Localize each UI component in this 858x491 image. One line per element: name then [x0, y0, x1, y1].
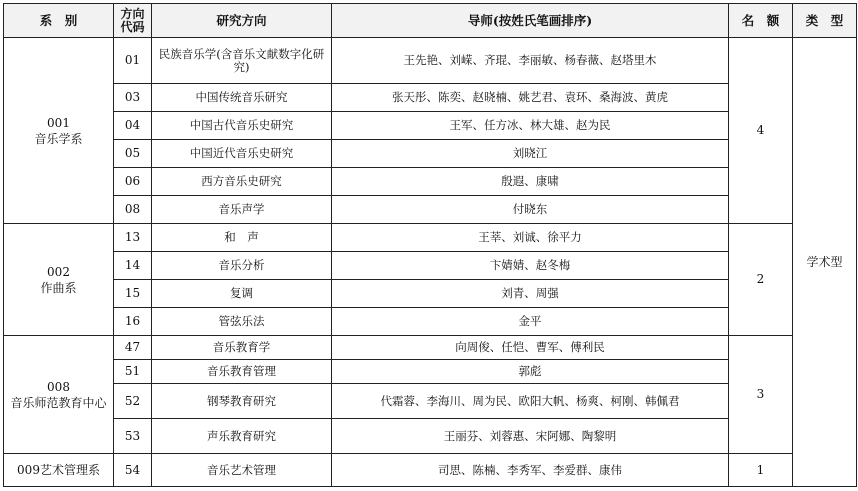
direction-code: 47 [114, 336, 152, 360]
header-quota: 名 额 [729, 4, 793, 38]
direction-code: 54 [114, 454, 152, 487]
dept-name: 009艺术管理系 [17, 463, 100, 477]
header-advisors: 导师(按姓氏笔画排序) [332, 4, 729, 38]
header-dept: 系 别 [4, 4, 114, 38]
direction-code: 06 [114, 168, 152, 196]
direction-name: 和 声 [152, 224, 332, 252]
advisors: 代霜蓉、李海川、周为民、欧阳大帆、杨爽、柯刚、韩佩君 [332, 384, 729, 419]
quota: 3 [729, 336, 793, 454]
direction-name: 西方音乐史研究 [152, 168, 332, 196]
table-row [4, 38, 857, 84]
header-direction: 研究方向 [152, 4, 332, 38]
advisors: 司思、陈楠、李秀军、李爱群、康伟 [332, 454, 729, 487]
direction-code: 51 [114, 360, 152, 384]
advisors: 王军、任方冰、林大雄、赵为民 [332, 112, 729, 140]
direction-name: 中国传统音乐研究 [152, 84, 332, 112]
enrollment-table [3, 3, 857, 487]
direction-name: 音乐教育管理 [152, 360, 332, 384]
dept-code: 001 [47, 115, 70, 130]
direction-code: 53 [114, 419, 152, 454]
header-type: 类 型 [793, 4, 857, 38]
table-row [4, 336, 857, 360]
dept-cell [4, 224, 114, 336]
dept-cell [4, 454, 114, 487]
advisors: 王丽芬、刘蓉惠、宋阿娜、陶黎明 [332, 419, 729, 454]
header-code: 方向代码 [114, 4, 152, 38]
direction-name: 音乐教育学 [152, 336, 332, 360]
dept-cell [4, 336, 114, 454]
advisors: 付晓东 [332, 196, 729, 224]
direction-code: 01 [114, 38, 152, 84]
direction-name: 音乐声学 [152, 196, 332, 224]
table-row [4, 454, 857, 487]
direction-code: 16 [114, 308, 152, 336]
quota: 4 [729, 38, 793, 224]
dept-cell [4, 38, 114, 224]
advisors: 卞婧婧、赵冬梅 [332, 252, 729, 280]
dept-name: 音乐学系 [34, 131, 83, 146]
dept-name: 音乐师范教育中心 [10, 395, 107, 410]
advisors: 王莘、刘诚、徐平力 [332, 224, 729, 252]
quota: 2 [729, 224, 793, 336]
direction-name: 音乐分析 [152, 252, 332, 280]
advisors: 刘晓江 [332, 140, 729, 168]
dept-code: 002 [47, 264, 70, 279]
direction-code: 05 [114, 140, 152, 168]
direction-name: 声乐教育研究 [152, 419, 332, 454]
dept-code: 008 [47, 379, 70, 394]
advisors: 张天彤、陈奕、赵晓楠、姚艺君、袁环、桑海波、黄虎 [332, 84, 729, 112]
header-row [4, 4, 857, 38]
advisors: 金平 [332, 308, 729, 336]
direction-code: 14 [114, 252, 152, 280]
direction-code: 15 [114, 280, 152, 308]
type-cell: 学术型 [793, 38, 857, 487]
direction-name: 音乐艺术管理 [152, 454, 332, 487]
table-row [4, 224, 857, 252]
direction-code: 52 [114, 384, 152, 419]
direction-name: 钢琴教育研究 [152, 384, 332, 419]
direction-name: 管弦乐法 [152, 308, 332, 336]
direction-name: 民族音乐学(含音乐文献数字化研究) [152, 38, 332, 84]
direction-code: 13 [114, 224, 152, 252]
direction-name: 中国古代音乐史研究 [152, 112, 332, 140]
direction-code: 04 [114, 112, 152, 140]
direction-name: 复调 [152, 280, 332, 308]
advisors: 刘青、周强 [332, 280, 729, 308]
advisors: 郭彪 [332, 360, 729, 384]
quota: 1 [729, 454, 793, 487]
direction-code: 08 [114, 196, 152, 224]
advisors: 向周俊、任恺、曹军、傅利民 [332, 336, 729, 360]
advisors: 王先艳、刘嵘、齐琨、李丽敏、杨春薇、赵塔里木 [332, 38, 729, 84]
direction-code: 03 [114, 84, 152, 112]
advisors: 殷遐、康啸 [332, 168, 729, 196]
dept-name: 作曲系 [40, 280, 77, 295]
direction-name: 中国近代音乐史研究 [152, 140, 332, 168]
